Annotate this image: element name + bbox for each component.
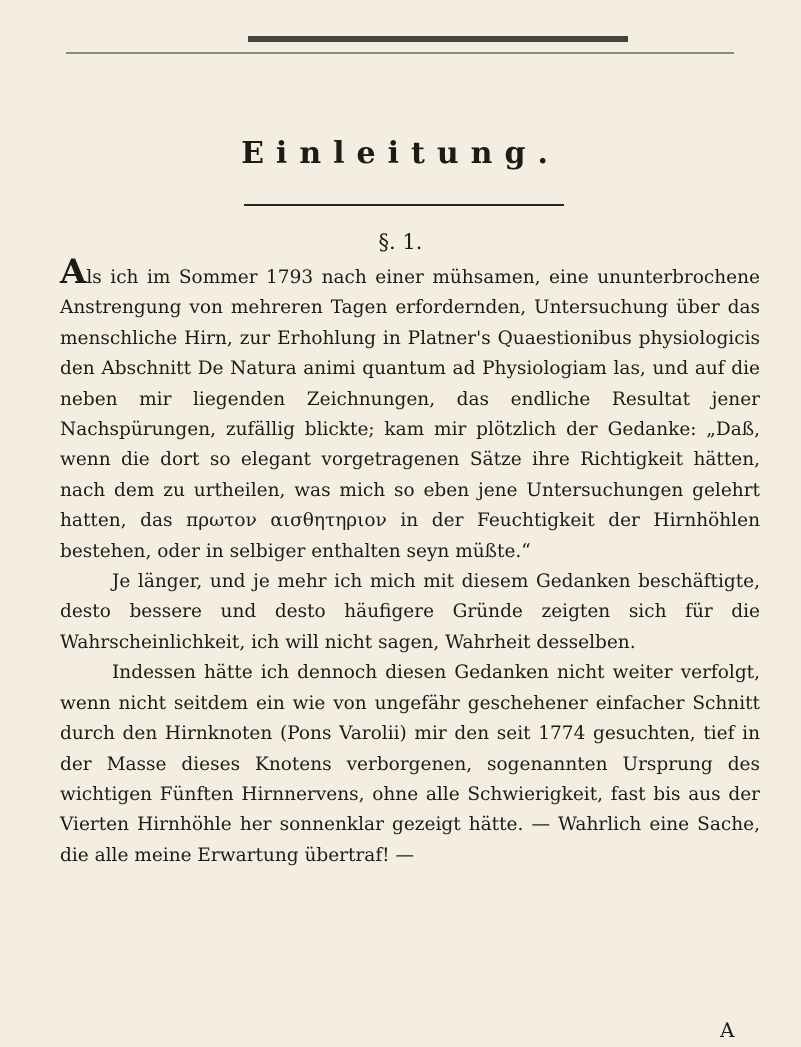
page-title: Einleitung. (241, 136, 560, 171)
section-number: §. 1. (378, 230, 423, 254)
catchword: A (720, 1018, 735, 1042)
paragraph-3: Indessen hätte ich dennoch diesen Gedanken nicht weiter verfolgt, wenn nicht seitdem ein wie von ungefähr geschehener einfacher Schnitt durch den Hirnknoten (Pons Varolii) mir den seit 1774 gesuchten, tief in der Masse dieses Knotens verborgenen, sogenannten Ursprung des wichtigen Fünften Hirnnervens, ohne alle Schwierigkeit, fast bis aus der Vierten Hirnhöhle her sonnenklar gezeigt hätte. — Wahrlich eine Sache, die alle meine Erwartung übertraf! — (60, 662, 760, 866)
top-border-bar (248, 36, 628, 42)
title-rule (244, 204, 564, 206)
paragraph-1 (60, 252, 760, 567)
top-border-rule (66, 52, 734, 54)
drop-cap: A (60, 252, 87, 292)
paragraph-2: Je länger, und je mehr ich mich mit diesem Gedanken beschäftigte, desto bessere und desto häufigere Gründe zeigten sich für die Wahrscheinlichkeit, ich will nicht sagen, Wahrheit desselben. (60, 571, 760, 653)
paragraph-1-text: ls ich im Sommer 1793 nach einer mühsamen, eine ununterbrochene Anstrengung von mehreren Tagen erfordernden, Untersuchung über das menschliche Hirn, zur Erhohlung in Platner's Quaestionibus physiologicis den Abschnitt De Natura animi quantum ad Physiologiam las, und auf die neben mir liegenden Zeichnungen, das endliche Resultat jener Nachspürungen, zufällig blickte; kam mir plötzlich der Gedanke: „Daß, wenn die dort so elegant vorgetragenen Sätze ihre Richtigkeit hätten, nach dem zu urtheilen, was mich so eben jene Untersuchungen gelehrt hatten, das πρωτον αισθητηριον in der Feuchtigkeit der Hirnhöhlen bestehen, oder in selbiger enthalten seyn müßte.“ (60, 267, 760, 562)
main-text (60, 252, 760, 871)
